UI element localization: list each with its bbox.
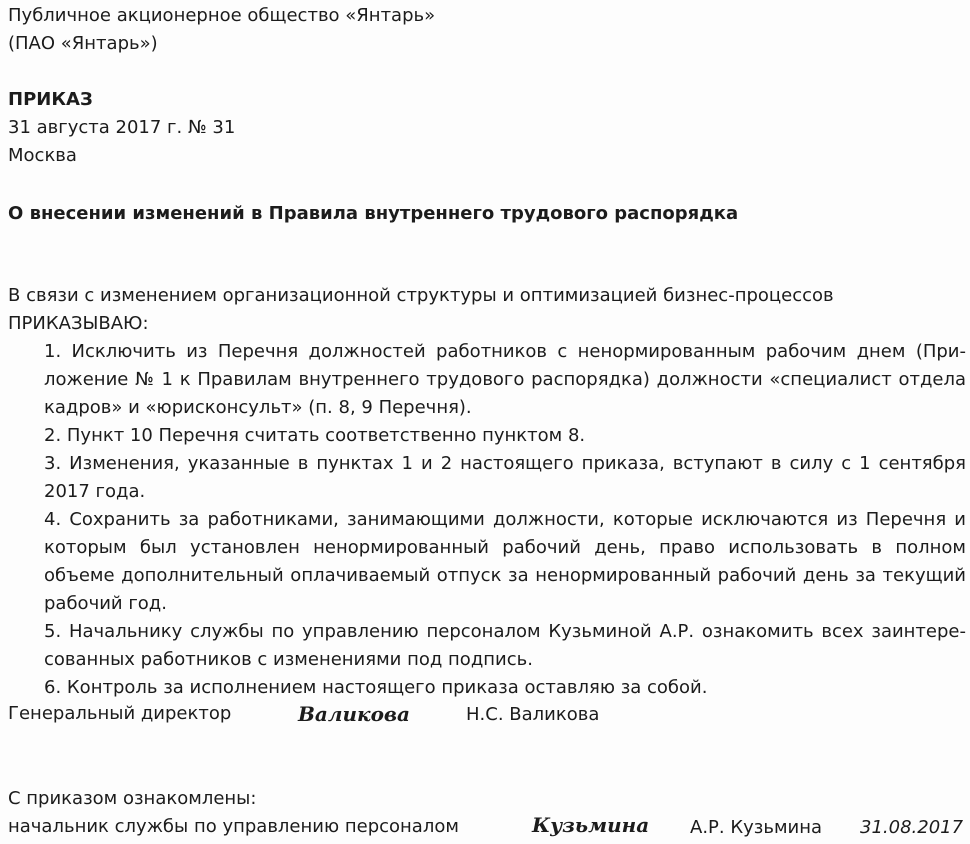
order-item: 6. Контроль за исполнением настоящего приказа оставляю за собой. xyxy=(44,677,708,698)
order-item: 3. Изменения, указанные в пунктах 1 и 2 настоящего приказа, вступают в силу с 1 сентября 2017 года. xyxy=(44,453,966,502)
order-title: ПРИКАЗ xyxy=(8,89,93,110)
director-position: Генеральный директор xyxy=(8,703,232,724)
order-city: Москва xyxy=(8,145,77,166)
director-name: Н.С. Валикова xyxy=(466,704,600,725)
order-item: 1. Исключить из Перечня должностей работников с ненормированным рабочим днем (При-ложение № 1 к Правилам внутреннего трудового распорядка) должности «специалист отдела кадров» и «юрисконсульт» (п. 8, 9 Перечня). xyxy=(44,341,966,418)
order-item: 4. Сохранить за работниками, занимающими должности, которые исключаются из Перечня и которым был установлен ненормированный рабочий день, право использовать в полном объеме дополнительный оплачиваемый отпуск за ненормированный рабочий день за текущий рабочий год. xyxy=(44,509,966,614)
order-item: 2. Пункт 10 Перечня считать соответственно пунктом 8. xyxy=(44,425,586,446)
org-full-name: Публичное акционерное общество «Янтарь» xyxy=(8,5,436,26)
org-short-name: (ПАО «Янтарь») xyxy=(8,33,158,54)
order-subject: О внесении изменений в Правила внутреннего трудового распорядка xyxy=(8,203,739,224)
acknowledgement-signature: Кузьмина xyxy=(532,813,650,837)
acknowledgement-date: 31.08.2017 xyxy=(860,817,964,838)
order-word: ПРИКАЗЫВАЮ: xyxy=(8,313,149,334)
acknowledgement-position: начальник службы по управлению персоналом xyxy=(8,816,459,837)
order-date-number: 31 августа 2017 г. № 31 xyxy=(8,117,236,138)
acknowledgement-name: А.Р. Кузьмина xyxy=(690,817,823,838)
order-preamble: В связи с изменением организационной структуры и оптимизацией бизнес-процессов xyxy=(8,285,834,306)
acknowledgement-heading: С приказом ознакомлены: xyxy=(8,788,257,809)
order-item: 5. Начальнику службы по управлению персоналом Кузьминой А.Р. ознакомить всех заинтере-сованных работников с изменениями под подпись. xyxy=(44,621,966,670)
director-signature-row xyxy=(8,700,231,728)
director-signature: Валикова xyxy=(298,702,411,726)
order-document xyxy=(8,0,970,702)
